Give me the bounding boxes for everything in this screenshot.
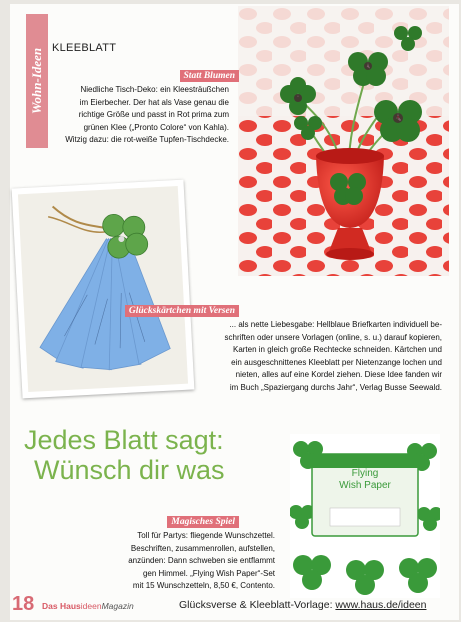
article-title: KLEEBLATT xyxy=(52,42,117,54)
magazine-brand xyxy=(42,601,134,611)
clover-eggcup-photo xyxy=(238,6,449,276)
product-title xyxy=(312,468,418,492)
section-tab xyxy=(26,14,48,148)
heading-gluckskartchen: Glückskärtchen mit Versen xyxy=(125,305,239,317)
text-line: Toll für Partys: fliegende Wunschzettel. xyxy=(137,531,275,540)
brand-part-3: Magazin xyxy=(101,601,134,611)
product-title-line-2: Wish Paper xyxy=(339,480,391,491)
text-line: im Eierbecher. Der hat als Vase genau die xyxy=(79,97,229,107)
clover-cards-photo xyxy=(12,180,195,399)
headline-line-2: Wünsch dir was xyxy=(34,455,225,485)
brand-part-2: ideen xyxy=(80,601,102,611)
section-label: Wohn-Ideen xyxy=(29,47,44,115)
text-line: ... als nette Liebesgabe: Hellblaue Briefkarten individuell be- xyxy=(229,320,442,329)
page-number: 18 xyxy=(12,593,35,615)
text-line: gen Himmel. „Flying Wish Paper“-Set xyxy=(142,568,275,578)
text-line: Witzig dazu: die rot-weiße Tupfen-Tischdecke. xyxy=(65,135,229,145)
text-gluckskartchen xyxy=(186,319,442,395)
text-line: ein ausgeschnittenes Kleeblatt per Nietenzange lochen und xyxy=(231,357,442,367)
headline-line-1: Jedes Blatt sagt: xyxy=(24,425,224,455)
heading-magisches-spiel: Magisches Spiel xyxy=(167,516,239,528)
flying-wish-paper-photo xyxy=(290,434,440,598)
text-line: nieten, alles auf eine Kordel ziehen. Diese Idee fanden wir xyxy=(235,370,442,380)
text-statt-blumen xyxy=(54,84,229,147)
footer-note-text: Glücksverse & Kleeblatt-Vorlage: xyxy=(179,599,336,611)
text-line: schriften oder unsere Vorlagen (online, s. u.) darauf kopieren, xyxy=(224,332,442,342)
headline xyxy=(24,425,225,485)
brand-part-1: Das Haus xyxy=(42,601,81,611)
text-line: Beschriften, zusammenrollen, aufstellen, xyxy=(130,543,275,553)
text-line: Niedliche Tisch-Deko: ein Kleesträußchen xyxy=(80,85,229,94)
text-line: richtige Größe und passt in Rot prima zum xyxy=(78,110,229,120)
product-title-line-1: Flying xyxy=(351,468,379,479)
text-line: Karten in gleich große Rechtecke schneiden. Kärtchen und xyxy=(232,345,442,355)
footer-link[interactable]: www.haus.de/ideen xyxy=(335,599,427,611)
text-line: anzünden: Dann schweben sie entflammt xyxy=(128,556,275,566)
text-line: im Buch „Spaziergang durchs Jahr“, Verlag Busse Seewald. xyxy=(229,382,442,392)
text-line: grünen Klee („Pronto Colore“ von Kahla). xyxy=(83,122,229,132)
heading-statt-blumen: Statt Blumen xyxy=(180,70,239,82)
text-magisches-spiel xyxy=(94,530,275,593)
footer-note xyxy=(179,599,426,611)
text-line: mit 15 Wunschzetteln, 8,50 €, Contento. xyxy=(132,581,275,591)
